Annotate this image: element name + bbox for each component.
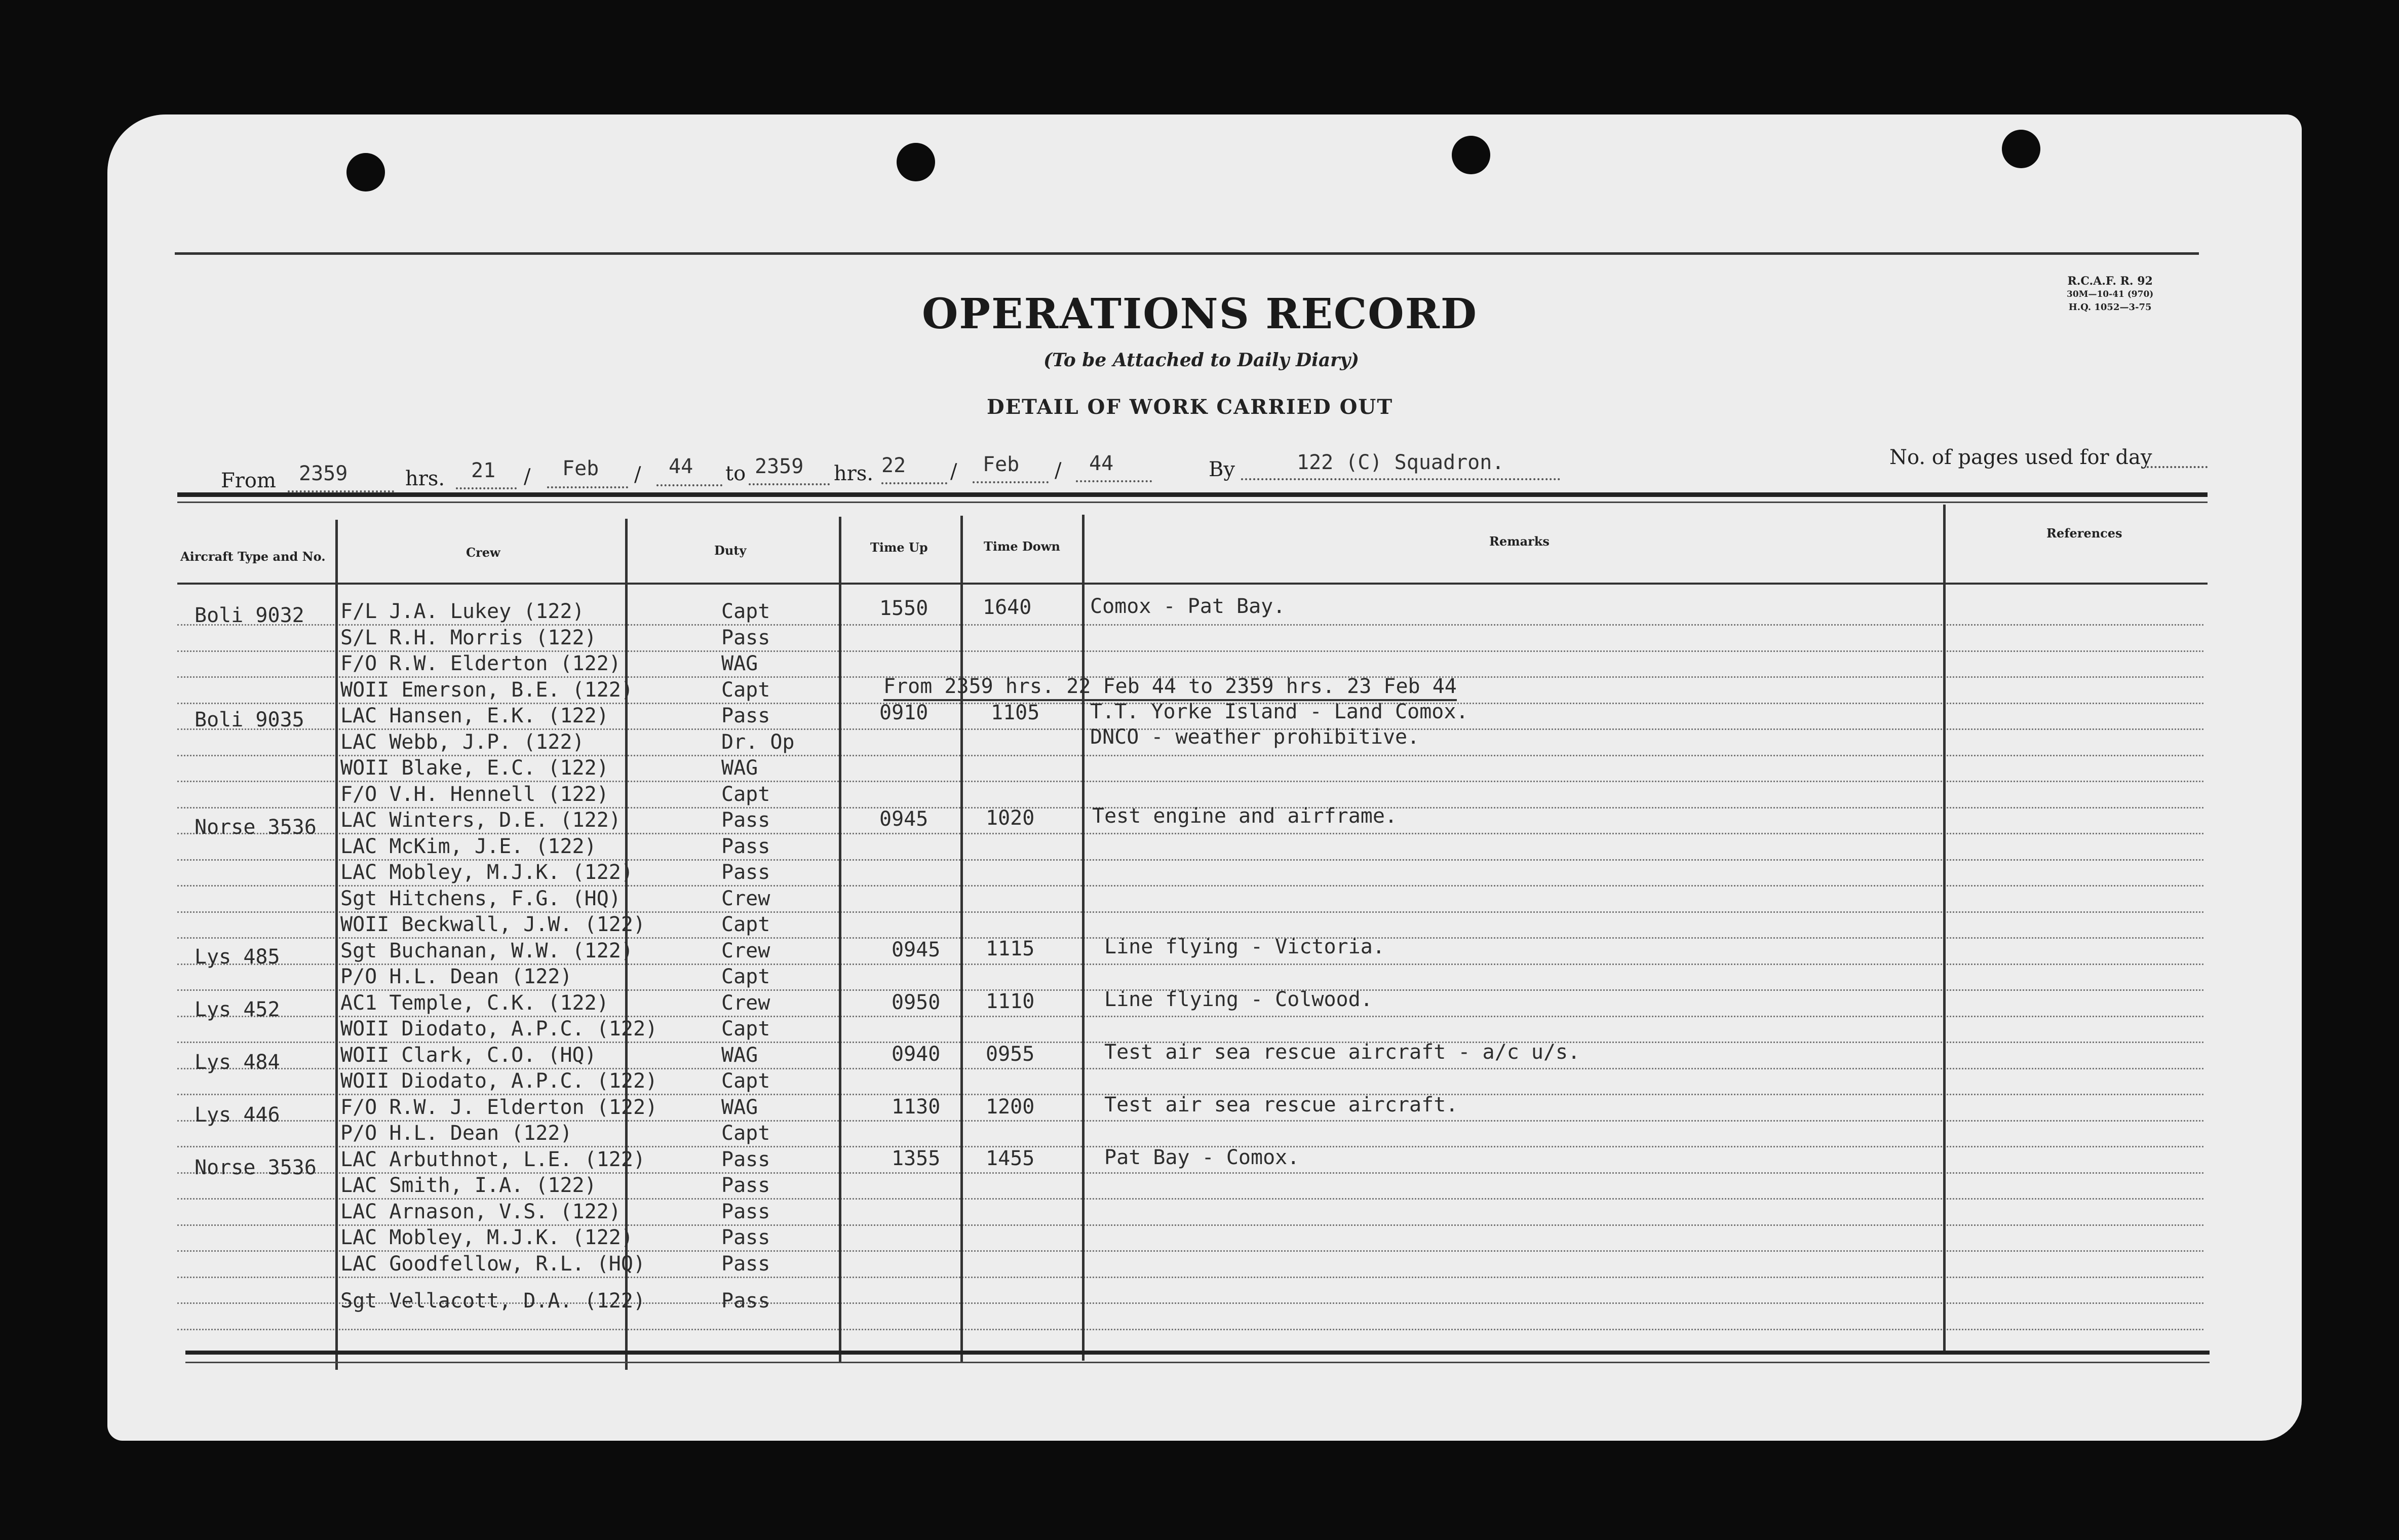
- col-line-crew: [335, 520, 338, 1370]
- crew-name: LAC Winters, D.E. (122): [340, 808, 621, 832]
- punch-hole-2: [897, 143, 935, 181]
- from-time: 2359: [299, 462, 348, 485]
- from-day: 21: [471, 459, 496, 482]
- crew-name: S/L R.H. Morris (122): [340, 626, 597, 649]
- to-time: 2359: [755, 455, 804, 478]
- time-down: 1020: [986, 806, 1035, 830]
- time-up: 0940: [892, 1043, 941, 1066]
- crew-name: WOII Diodato, A.P.C. (122): [340, 1017, 658, 1041]
- col-header-time-down: Time Down: [984, 539, 1060, 554]
- aircraft-entry: Boli 9035: [195, 708, 304, 732]
- time-down: 1105: [991, 701, 1040, 724]
- time-up: 1550: [879, 597, 928, 620]
- from-year: 44: [669, 455, 693, 478]
- crew-name: LAC McKim, J.E. (122): [340, 835, 597, 858]
- crew-duty: WAG: [721, 756, 758, 780]
- crew-name: Sgt Buchanan, W.W. (122): [340, 939, 633, 962]
- remarks: Test air sea rescue aircraft.: [1104, 1093, 1458, 1116]
- col-line-time-down: [960, 516, 963, 1362]
- detail-heading: DETAIL OF WORK CARRIED OUT: [987, 395, 1394, 419]
- row-line: [177, 833, 2203, 834]
- to-year-underline: [1076, 480, 1152, 482]
- col-header-duty: Duty: [714, 543, 747, 558]
- to-time-underline: [749, 483, 830, 485]
- remarks: Line flying - Victoria.: [1104, 935, 1385, 958]
- crew-duty: Capt: [721, 600, 770, 623]
- from-month: Feb: [562, 457, 599, 480]
- punch-hole-1: [346, 153, 385, 191]
- crew-name: WOII Clark, C.O. (HQ): [340, 1044, 597, 1067]
- separator-4: /: [1055, 459, 1062, 482]
- to-month-underline: [973, 481, 1049, 483]
- time-up: 1355: [892, 1147, 941, 1170]
- from-year-underline: [656, 484, 722, 486]
- crew-duty: Capt: [721, 678, 770, 702]
- time-up: 0910: [879, 701, 928, 724]
- crew-name: F/O R.W. Elderton (122): [340, 652, 621, 675]
- punch-hole-3: [1452, 136, 1490, 174]
- hrs-label-1: hrs.: [405, 467, 445, 490]
- separator-3: /: [950, 460, 957, 483]
- hrs-label-2: hrs.: [834, 462, 874, 485]
- row-line: [177, 885, 2203, 887]
- crew-duty: WAG: [721, 652, 758, 675]
- page-subtitle: (To be Attached to Daily Diary): [1043, 350, 1360, 371]
- form-code-line-2: 30M—10-41 (970): [2067, 289, 2154, 299]
- crew-duty: Capt: [721, 913, 770, 936]
- bottom-rule: [185, 1351, 2210, 1355]
- crew-name: P/O H.L. Dean (122): [340, 965, 572, 988]
- crew-duty: Crew: [721, 991, 770, 1015]
- crew-duty: Pass: [721, 835, 770, 858]
- crew-duty: Capt: [721, 1017, 770, 1041]
- form-code: [2067, 274, 2153, 315]
- remarks: Pat Bay - Comox.: [1104, 1146, 1300, 1169]
- from-month-underline: [547, 486, 628, 488]
- crew-duty: Capt: [721, 1069, 770, 1093]
- to-month: Feb: [983, 453, 1020, 476]
- crew-duty: Capt: [721, 783, 770, 806]
- crew-name: LAC Smith, I.A. (122): [340, 1174, 597, 1197]
- crew-name: WOII Blake, E.C. (122): [340, 756, 609, 780]
- crew-name: LAC Arnason, V.S. (122): [340, 1200, 621, 1223]
- col-line-time-up: [839, 517, 841, 1363]
- time-up: 1130: [892, 1095, 941, 1119]
- col-header-time-up: Time Up: [870, 540, 928, 555]
- top-rule: [175, 252, 2199, 255]
- crew-duty: Pass: [721, 1289, 770, 1313]
- time-down: 1640: [983, 596, 1032, 619]
- remarks: DNCO - weather prohibitive.: [1090, 725, 1420, 749]
- aircraft-entry: Lys 452: [195, 998, 280, 1021]
- to-day-underline: [881, 482, 947, 484]
- row-line: [177, 1329, 2203, 1330]
- crew-name: WOII Beckwall, J.W. (122): [340, 913, 646, 936]
- crew-duty: WAG: [721, 1044, 758, 1067]
- crew-name: LAC Arbuthnot, L.E. (122): [340, 1148, 646, 1171]
- remarks: T.T. Yorke Island - Land Comox.: [1090, 700, 1468, 723]
- header-bottom-rule: [177, 583, 2208, 585]
- crew-duty: Pass: [721, 626, 770, 649]
- time-up: 0950: [892, 991, 941, 1014]
- crew-name: LAC Webb, J.P. (122): [340, 730, 585, 754]
- crew-duty: Capt: [721, 1122, 770, 1145]
- crew-duty: WAG: [721, 1096, 758, 1119]
- crew-duty: Crew: [721, 939, 770, 962]
- crew-duty: Pass: [721, 861, 770, 884]
- aircraft-entry: Lys 484: [195, 1051, 280, 1074]
- col-header-aircraft: Aircraft Type and No.: [180, 549, 326, 564]
- squadron: 122 (C) Squadron.: [1297, 451, 1504, 474]
- form-code-line-1: R.C.A.F. R. 92: [2067, 275, 2153, 288]
- col-header-references: References: [2046, 526, 2122, 541]
- from-label: From: [221, 469, 276, 492]
- crew-name: WOII Emerson, B.E. (122): [340, 678, 633, 702]
- col-line-remarks: [1082, 515, 1085, 1361]
- time-up: 0945: [892, 938, 941, 961]
- from-day-underline: [456, 487, 517, 489]
- crew-name: AC1 Temple, C.K. (122): [340, 991, 609, 1015]
- crew-duty: Pass: [721, 1148, 770, 1171]
- crew-name: Sgt Hitchens, F.G. (HQ): [340, 887, 621, 910]
- crew-duty: Pass: [721, 808, 770, 832]
- crew-name: LAC Goodfellow, R.L. (HQ): [340, 1252, 646, 1276]
- bottom-rule-thin: [185, 1362, 2210, 1363]
- crew-name: WOII Diodato, A.P.C. (122): [340, 1069, 658, 1093]
- new-period-line: From 2359 hrs. 22 Feb 44 to 2359 hrs. 23 Feb 44: [883, 675, 1457, 701]
- aircraft-entry: Norse 3536: [195, 1156, 317, 1179]
- col-header-crew: Crew: [466, 545, 500, 560]
- remarks: Test engine and airframe.: [1092, 804, 1398, 828]
- time-down: 1455: [986, 1147, 1035, 1170]
- crew-name: LAC Hansen, E.K. (122): [340, 704, 609, 727]
- row-line: [177, 1250, 2203, 1252]
- pages-label: No. of pages used for day: [1889, 446, 2152, 469]
- form-code-line-3: H.Q. 1052—3-75: [2068, 302, 2152, 313]
- time-down: 1115: [986, 937, 1035, 960]
- page-title: OPERATIONS RECORD: [922, 290, 1478, 338]
- crew-name: F/O V.H. Hennell (122): [340, 783, 609, 806]
- crew-name: F/L J.A. Lukey (122): [340, 600, 585, 623]
- crew-name: P/O H.L. Dean (122): [340, 1122, 572, 1145]
- by-underline: [1241, 478, 1560, 480]
- crew-duty: Pass: [721, 1226, 770, 1249]
- crew-name: F/O R.W. J. Elderton (122): [340, 1096, 658, 1119]
- crew-duty: Pass: [721, 1174, 770, 1197]
- time-down: 1110: [986, 990, 1035, 1013]
- crew-duty: Pass: [721, 1252, 770, 1276]
- remarks: Comox - Pat Bay.: [1090, 595, 1286, 618]
- to-day: 22: [881, 454, 906, 477]
- to-label: to: [725, 462, 746, 485]
- header-top-rule-thin: [177, 502, 2208, 503]
- remarks: Line flying - Colwood.: [1104, 988, 1373, 1011]
- crew-name: LAC Mobley, M.J.K. (122): [340, 861, 633, 884]
- separator-1: /: [524, 465, 531, 488]
- by-label: By: [1209, 458, 1235, 481]
- header-top-rule: [177, 492, 2208, 497]
- crew-duty: Pass: [721, 1200, 770, 1223]
- col-header-remarks: Remarks: [1489, 534, 1550, 549]
- time-up: 0945: [879, 807, 928, 831]
- pages-underline: [2147, 466, 2208, 468]
- aircraft-entry: Lys 446: [195, 1103, 280, 1127]
- crew-duty: Dr. Op: [721, 730, 795, 754]
- to-year: 44: [1089, 452, 1114, 475]
- aircraft-entry: Norse 3536: [195, 816, 317, 839]
- row-line: [177, 624, 2203, 626]
- crew-name: LAC Mobley, M.J.K. (122): [340, 1226, 633, 1249]
- row-line: [177, 1198, 2203, 1200]
- remarks: Test air sea rescue aircraft - a/c u/s.: [1104, 1041, 1580, 1064]
- crew-duty: Capt: [721, 965, 770, 988]
- crew-name: Sgt Vellacott, D.A. (122): [340, 1289, 646, 1313]
- punch-hole-4: [2002, 130, 2040, 168]
- col-line-references: [1943, 505, 1946, 1351]
- time-down: 0955: [986, 1043, 1035, 1066]
- aircraft-entry: Lys 485: [195, 945, 280, 969]
- aircraft-entry: Boli 9032: [195, 604, 304, 627]
- row-line: [177, 781, 2203, 782]
- separator-2: /: [634, 463, 641, 486]
- crew-duty: Crew: [721, 887, 770, 910]
- row-line: [177, 1277, 2203, 1278]
- crew-duty: Pass: [721, 704, 770, 727]
- time-down: 1200: [986, 1095, 1035, 1119]
